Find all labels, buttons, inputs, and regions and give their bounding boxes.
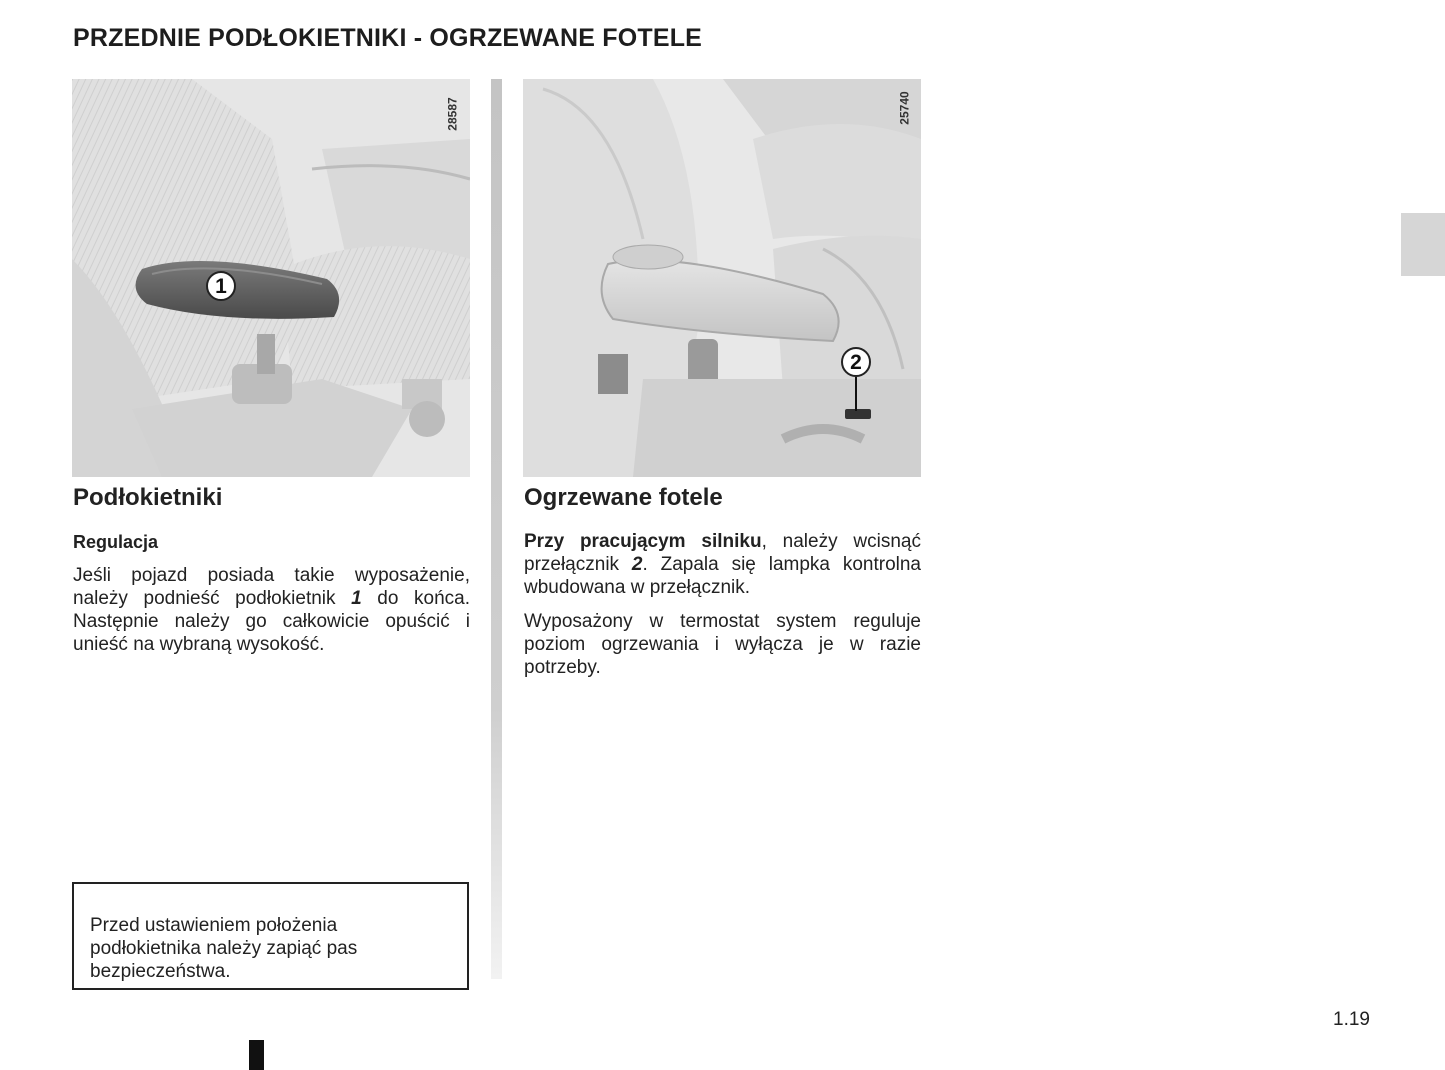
part-reference: 2 bbox=[631, 554, 643, 575]
thermostat-note: Wyposażony w termostat system reguluje poziom ogrzewania i wyłącza je w razie potrzeby. bbox=[524, 611, 921, 678]
section-heading: Podłokietniki bbox=[73, 484, 223, 511]
photo-reference-code: 25740 bbox=[897, 91, 912, 125]
photo-reference-code: 28587 bbox=[445, 97, 460, 131]
warning-box bbox=[72, 882, 469, 990]
heated-seat-illustration bbox=[523, 79, 921, 477]
subsection-heading: Regulacja bbox=[73, 532, 159, 552]
heated-seat-instructions: Przy pracującym silniku, należy wcisnąć przełącznik 2. Zapala się lampka kontrolna wbudowana w przełącznik. bbox=[524, 531, 921, 598]
heated-seat-photo bbox=[523, 79, 921, 477]
callout-marker-1: 1 bbox=[206, 271, 236, 301]
warning-text: Przed ustawieniem położenia podłokietnika należy zapiąć pas bezpieczeństwa. bbox=[90, 915, 358, 982]
page-title: PRZEDNIE PODŁOKIETNIKI - OGRZEWANE FOTELE bbox=[73, 24, 703, 52]
heated-seats-section bbox=[524, 484, 921, 690]
print-mark bbox=[249, 1040, 264, 1070]
armrests-section bbox=[73, 484, 470, 667]
chapter-tab bbox=[1401, 213, 1445, 276]
callout-marker-2: 2 bbox=[841, 347, 871, 377]
part-reference: 1 bbox=[351, 588, 362, 609]
column-divider bbox=[491, 79, 502, 979]
armrest-photo bbox=[72, 79, 470, 477]
section-heading: Ogrzewane fotele bbox=[524, 484, 723, 511]
armrest-illustration bbox=[72, 79, 470, 477]
adjustment-instructions: Jeśli pojazd posiada takie wyposażenie, należy podnieść podłokietnik 1 do końca. Następnie należy go całkowicie opuścić i unieść na wybraną wysokość. bbox=[73, 565, 470, 655]
page-number: 1.19 bbox=[1333, 1009, 1370, 1030]
